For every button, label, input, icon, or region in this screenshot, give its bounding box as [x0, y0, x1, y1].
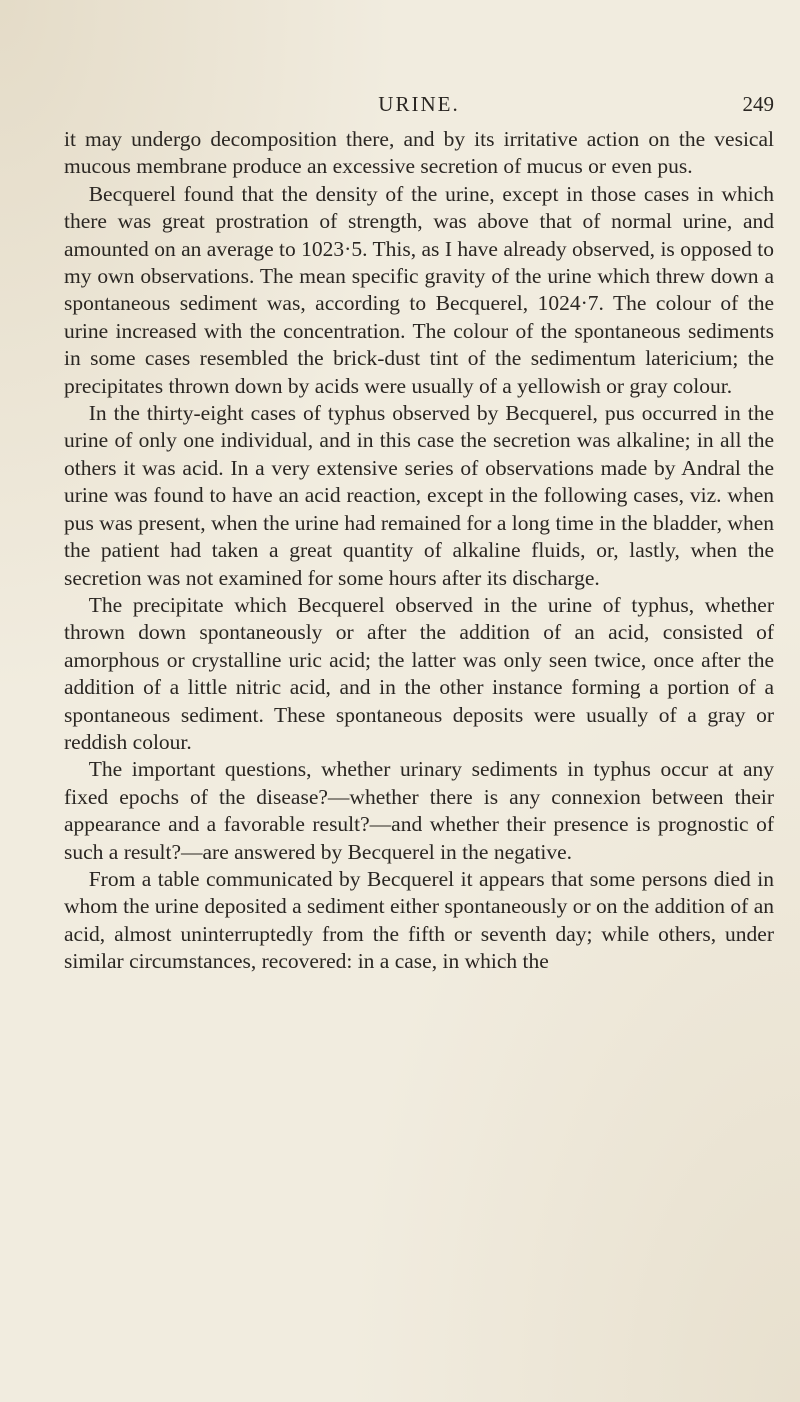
body-text	[64, 126, 774, 976]
running-head-title: URINE.	[378, 92, 460, 116]
paragraph-1: it may undergo decomposition there, and by its irritative action on the vesical mucous membrane produce an excessive secretion of mucus or even pus.	[64, 127, 774, 179]
paragraph-5: The important questions, whether urinary sediments in typhus occur at any fixed epochs of the disease?—whether there is any connexion between their appearance and a favorable result?—and whether their presence is prognostic of such a result?—are answered by Becquerel in the negative.	[64, 757, 774, 864]
running-head	[64, 92, 774, 122]
paragraph-4: The precipitate which Becquerel observed in the urine of typhus, whether thrown down spontaneously or after the addition of an acid, consisted of amorphous or crystalline uric acid; the latter was only seen twice, once after the addition of a little nitric acid, and in the other instance forming a portion of a spontaneous sediment. These spontaneous deposits were usually of a gray or reddish colour.	[64, 592, 774, 754]
paragraph-6: From a table communicated by Becquerel it appears that some persons died in whom the urine deposited a sediment either spontaneously or on the addition of an acid, almost uninterruptedly from the fifth or seventh day; while others, under similar circumstances, recovered: in a case, in which the	[64, 866, 774, 974]
paragraph-2: Becquerel found that the density of the urine, except in those cases in which there was great prostration of strength, was above that of normal urine, and amounted on an average to 1023·5. This, as I have already observed, is opposed to my own observations. The mean specific gravity of the urine which threw down a spontaneous sediment was, according to Becquerel, 1024·7. The colour of the urine increased with the concentration. The colour of the spontaneous sediments in some cases resembled the brick-dust tint of the sedimentum latericium; the precipitates thrown down by acids were usually of a yellowish or gray colour.	[64, 181, 774, 398]
paragraph-3: In the thirty-eight cases of typhus observed by Becquerel, pus occurred in the urine of only one individual, and in this case the secretion was alkaline; in all the others it was acid. In a very extensive series of observations made by Andral the urine was found to have an acid reaction, except in the following cases, viz. when pus was present, when the urine had remained for a long time in the bladder, when the patient had taken a great quantity of alkaline fluids, or, lastly, when the secretion was not examined for some hours after its discharge.	[64, 401, 774, 590]
page-number: 249	[742, 92, 774, 116]
